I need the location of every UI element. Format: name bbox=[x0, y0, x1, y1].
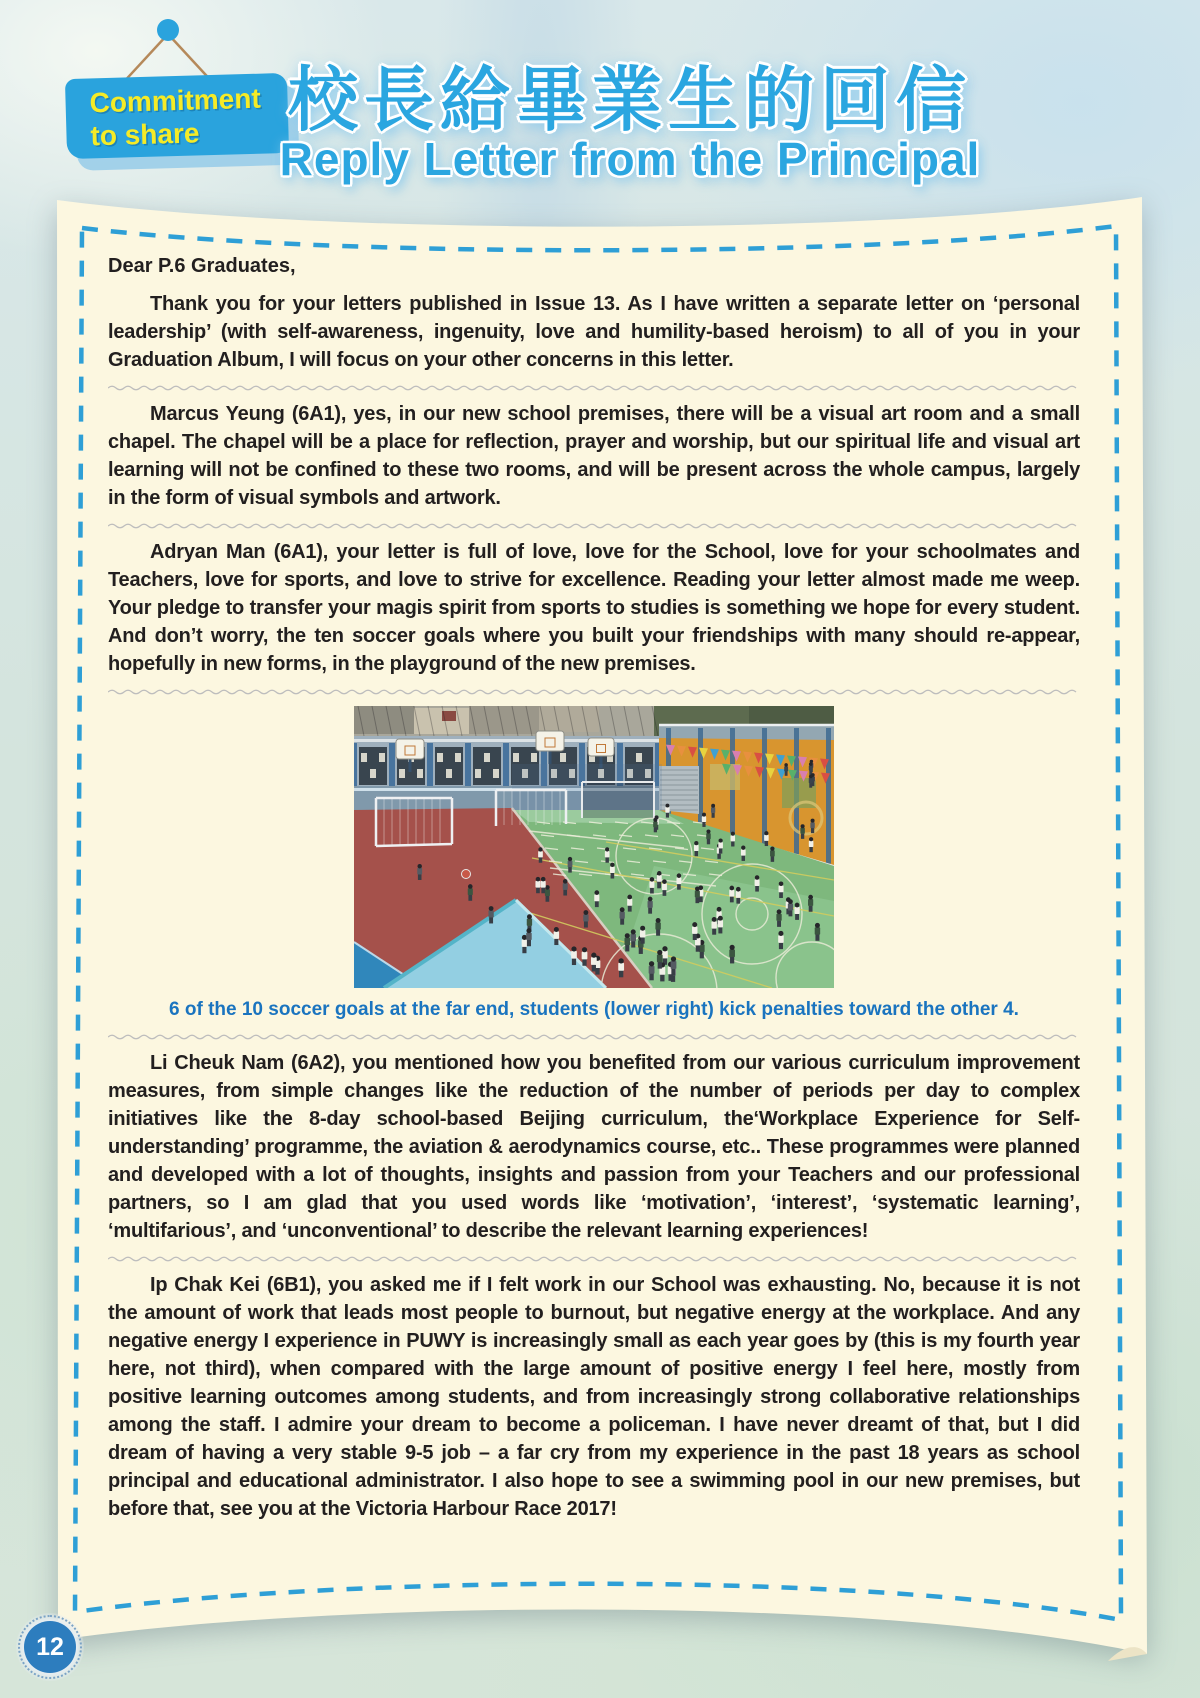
badge-line2: to share bbox=[90, 117, 200, 152]
page-number-badge bbox=[16, 1613, 84, 1681]
salutation: Dear P.6 Graduates, bbox=[108, 255, 296, 277]
badge-line1: Commitment bbox=[89, 82, 262, 119]
paragraph: Adryan Man (6A1), your letter is full of love, love for the School, love for your schoolmates and Teachers, love for sports, and love to strive for excellence. Reading your letter almost made me weep. Your pledge to transfer your magis spirit from sports to studies is something we hope for every student. And don’t worry, the ten soccer goals where you built your friendships with many should re-appear, hopefully in new forms, in the playground of the new premises. bbox=[108, 541, 1080, 675]
wavy-divider bbox=[108, 382, 1080, 392]
photo-caption: 6 of the 10 soccer goals at the far end, students (lower right) kick penalties toward the other 4. bbox=[169, 999, 1019, 1020]
page-number: 12 bbox=[24, 1621, 76, 1673]
wavy-divider bbox=[108, 686, 1080, 696]
playground-photo-illustration bbox=[354, 706, 834, 988]
soccer-ball bbox=[462, 870, 471, 879]
wavy-divider bbox=[108, 520, 1080, 530]
wavy-divider bbox=[108, 1253, 1080, 1263]
wavy-divider bbox=[108, 1031, 1080, 1041]
paper-corner-curl bbox=[1108, 1647, 1147, 1661]
letter-content bbox=[108, 252, 1080, 1523]
paragraph: Thank you for your letters published in Issue 13. As I have written a separate letter on ‘personal leadership’ (with self-awareness, ingenuity, love and humility-based heroism) to all of you in your Graduation Album, I will focus on your other concerns in this letter. bbox=[108, 293, 1080, 371]
paragraph: Marcus Yeung (6A1), yes, in our new school premises, there will be a visual art room and a small chapel. The chapel will be a place for reflection, prayer and worship, but our spiritual life and visual art learning will not be confined to these two rooms, and will be present across the whole campus, largely in the form of visual symbols and artwork. bbox=[108, 403, 1080, 509]
playground-photo bbox=[354, 706, 834, 993]
title-chinese: 校長給畢業生的回信 bbox=[288, 61, 972, 139]
title-english: Reply Letter from the Principal bbox=[279, 133, 981, 185]
paragraph: Li Cheuk Nam (6A2), you mentioned how you benefited from our various curriculum improvement measures, from simple changes like the reduction of the number of periods per day to complex initiatives like the 8-day school-based Beijing curriculum, the‘Workplace Experience for Self-understanding’ programme, the aviation & aerodynamics course, etc.. These programmes were planned and developed with a lot of thoughts, insights and passion from your Teachers and our professional partners, so I am glad that you used words like ‘motivation’, ‘interest’, ‘systematic learning’, ‘multifarious’, and ‘unconventional’ to describe the relevant learning experiences! bbox=[108, 1052, 1080, 1242]
paragraph: Ip Chak Kei (6B1), you asked me if I felt work in our School was exhausting. No, because it is not the amount of work that leads most people to burnout, but negative energy at the workplace. And any negative energy I experience in PUWY is increasingly small as each year goes by (this is my fourth year here, not third), when compared with the large amount of positive energy I feel here, mostly from positive learning outcomes among students, and from increasingly strong collaborative relationships among the staff. I admire your dream to become a policeman. I have never dreamt of that, but I did dream of having a very stable 9-5 job – a far cry from my experience in the past 18 years as school principal and educational administrator. I also hope to see a swimming pool in our new premises, but before that, see you at the Victoria Harbour Race 2017! bbox=[108, 1274, 1080, 1520]
